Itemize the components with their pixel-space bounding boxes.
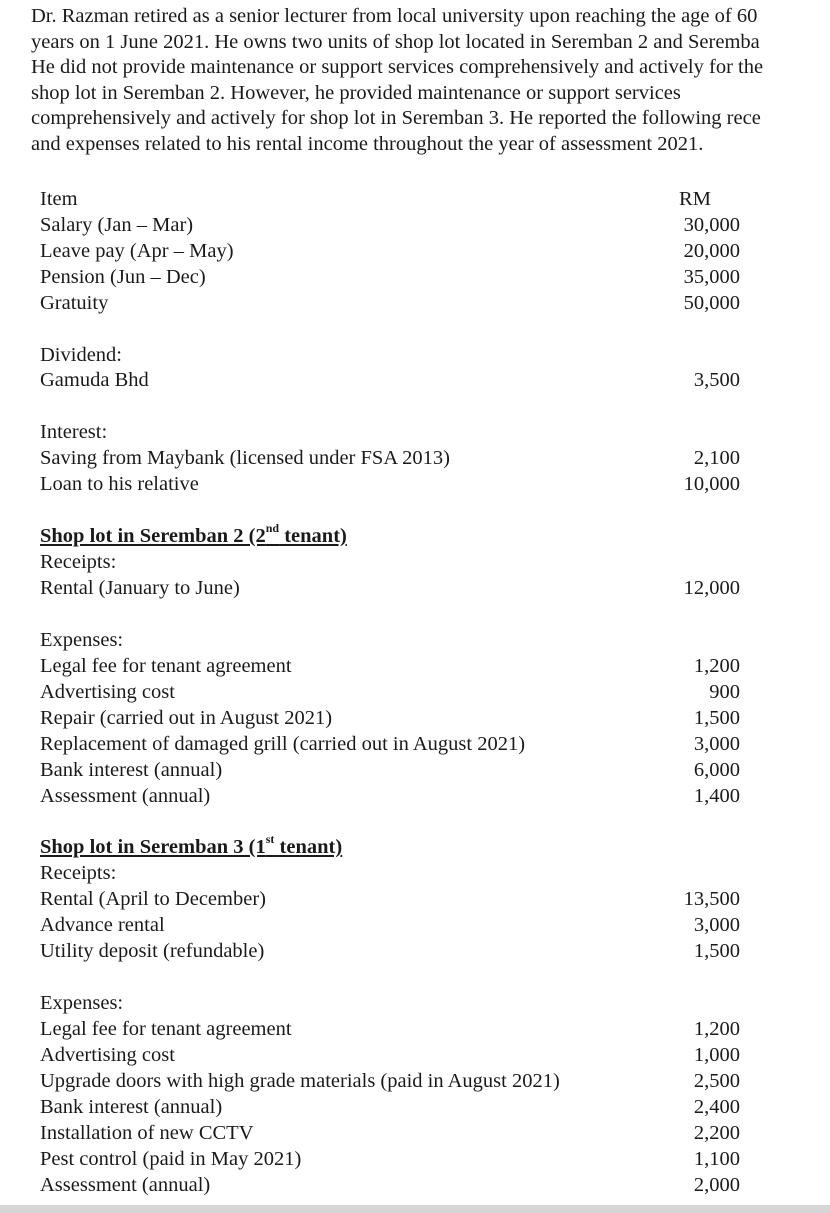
item-label: Advertising cost	[40, 1044, 175, 1066]
intro-line: shop lot in Seremban 2. However, he provided maintenance or support services	[31, 81, 681, 104]
table-header-row	[40, 186, 740, 212]
table-row	[40, 938, 740, 964]
table-row	[40, 886, 740, 912]
table-row	[40, 445, 740, 471]
intro-line: He did not provide maintenance or support services comprehensively and actively for the	[31, 56, 764, 79]
item-label: Pest control (paid in May 2021)	[40, 1148, 302, 1170]
item-amount: 1,100	[693, 1148, 740, 1170]
item-label: Utility deposit (refundable)	[40, 940, 265, 962]
item-label: Rental (January to June)	[40, 577, 240, 599]
item-amount: 2,200	[693, 1122, 740, 1144]
intro-line: Dr. Razman retired as a senior lecturer from local university upon reaching the age of 60	[31, 5, 758, 27]
section-heading	[40, 419, 740, 445]
item-label: Upgrade doors with high grade materials (paid in August 2021)	[40, 1070, 560, 1092]
item-label: Advance rental	[40, 914, 165, 936]
table-row	[40, 1068, 740, 1094]
table-row	[40, 575, 740, 601]
item-amount: 10,000	[683, 473, 740, 495]
item-amount: 1,200	[693, 1018, 740, 1040]
table-row	[40, 1146, 740, 1172]
item-label: Assessment (annual)	[40, 785, 211, 807]
item-amount: 2,400	[693, 1096, 740, 1118]
item-amount: 1,400	[693, 785, 740, 807]
item-amount: 2,000	[693, 1174, 740, 1196]
item-amount: 1,000	[693, 1044, 740, 1066]
table-row	[40, 705, 740, 731]
intro-line: comprehensively and actively for shop lot in Seremban 3. He reported the following rece	[31, 107, 761, 130]
table-row	[40, 679, 740, 705]
item-label: Replacement of damaged grill (carried out in August 2021)	[40, 733, 526, 755]
table-row	[40, 264, 740, 290]
item-label: Bank interest (annual)	[40, 759, 223, 781]
item-amount: 1,500	[693, 940, 740, 962]
item-label: Leave pay (Apr – May)	[40, 240, 234, 262]
receipts-heading: Receipts:	[40, 862, 117, 884]
table-row	[40, 212, 740, 238]
expenses-heading: Expenses:	[40, 992, 124, 1014]
table-row	[40, 757, 740, 783]
section-heading	[40, 860, 740, 886]
item-label: Legal fee for tenant agreement	[40, 1018, 292, 1040]
item-label: Loan to his relative	[40, 473, 199, 495]
item-amount: 3,500	[693, 369, 740, 391]
table-row	[40, 653, 740, 679]
table-row	[40, 1120, 740, 1146]
item-amount: 20,000	[683, 240, 740, 262]
item-amount: 30,000	[683, 214, 740, 236]
section-title	[40, 834, 740, 860]
item-column-header: Item	[40, 188, 78, 210]
table-row	[40, 471, 740, 497]
item-amount: 35,000	[683, 266, 740, 288]
seremban2-title: Shop lot in Seremban 2 (2nd tenant)	[40, 521, 347, 547]
table-row	[40, 1042, 740, 1068]
item-label: Gratuity	[40, 292, 109, 314]
section-heading	[40, 627, 740, 653]
item-amount: 900	[709, 681, 740, 703]
interest-heading: Interest:	[40, 421, 108, 443]
table-row	[40, 238, 740, 264]
intro-line: years on 1 June 2021. He owns two units of shop lot located in Seremban 2 and Seremba	[31, 30, 760, 53]
dividend-heading: Dividend:	[40, 344, 122, 366]
item-label: Rental (April to December)	[40, 888, 266, 910]
item-amount: 50,000	[683, 292, 740, 314]
item-amount: 3,000	[693, 914, 740, 936]
section-heading	[40, 990, 740, 1016]
seremban3-title: Shop lot in Seremban 3 (1st tenant)	[40, 832, 343, 858]
receipts-heading: Receipts:	[40, 551, 117, 573]
table-row	[40, 1094, 740, 1120]
item-label: Saving from Maybank (licensed under FSA 2013)	[40, 447, 450, 469]
item-label: Assessment (annual)	[40, 1174, 211, 1196]
table-row	[40, 1172, 740, 1198]
table-row	[40, 912, 740, 938]
item-label: Repair (carried out in August 2021)	[40, 707, 333, 729]
table-row	[40, 367, 740, 393]
expenses-heading: Expenses:	[40, 629, 124, 651]
item-label: Legal fee for tenant agreement	[40, 655, 292, 677]
item-amount: 12,000	[683, 577, 740, 599]
item-label: Gamuda Bhd	[40, 369, 149, 391]
amount-column-header: RM	[679, 188, 711, 210]
item-label: Bank interest (annual)	[40, 1096, 223, 1118]
item-amount: 1,200	[693, 655, 740, 677]
table-row	[40, 731, 740, 757]
table-row	[40, 290, 740, 316]
item-label: Advertising cost	[40, 681, 175, 703]
item-amount: 3,000	[693, 733, 740, 755]
item-amount: 13,500	[683, 888, 740, 910]
intro-paragraph	[31, 4, 830, 158]
item-amount: 1,500	[693, 707, 740, 729]
table-row	[40, 1016, 740, 1042]
item-label: Installation of new CCTV	[40, 1122, 254, 1144]
table-row	[40, 783, 740, 809]
item-amount: 2,500	[693, 1070, 740, 1092]
intro-line: and expenses related to his rental income throughout the year of assessment 2021.	[31, 132, 704, 155]
section-heading	[40, 342, 740, 368]
item-label: Salary (Jan – Mar)	[40, 214, 194, 236]
item-amount: 6,000	[693, 759, 740, 781]
item-amount: 2,100	[693, 447, 740, 469]
item-label: Pension (Jun – Dec)	[40, 266, 206, 288]
horizontal-scrollbar[interactable]	[0, 1205, 830, 1213]
section-title	[40, 523, 740, 549]
section-heading	[40, 549, 740, 575]
